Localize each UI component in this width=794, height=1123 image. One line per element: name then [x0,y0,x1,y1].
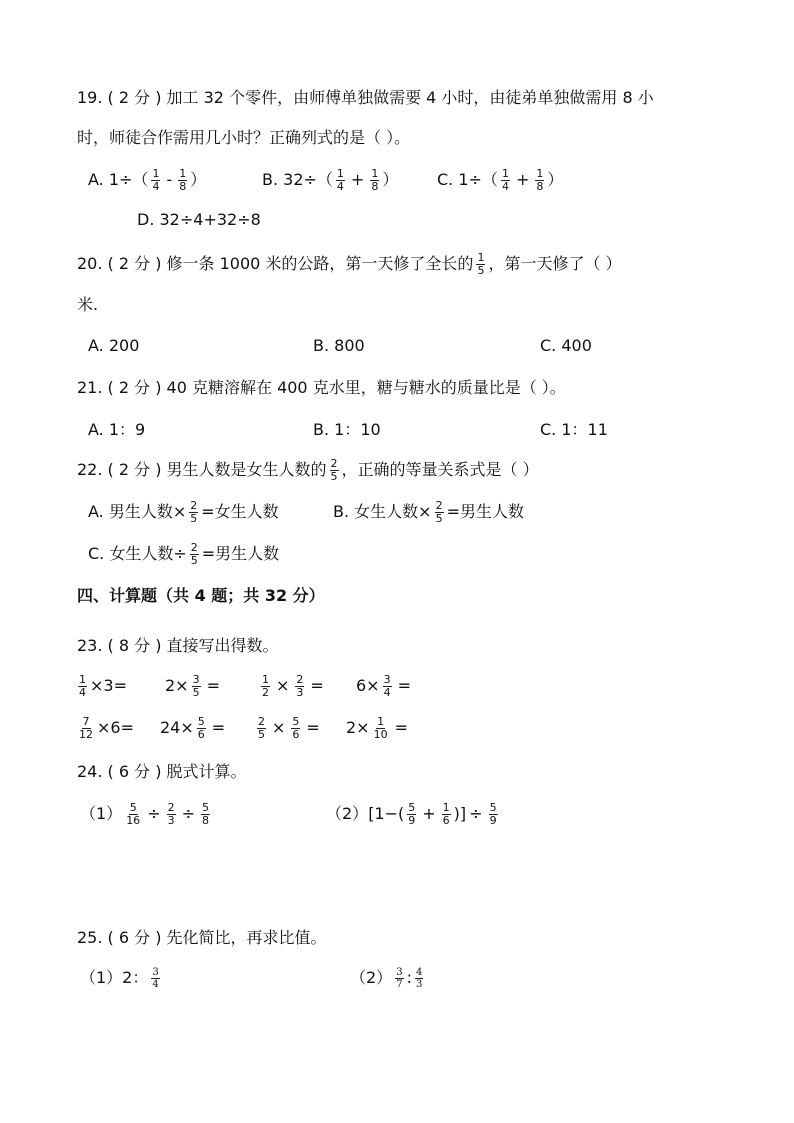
fraction: $\frac{4}{3}$ [415,967,423,990]
q22-stem: 22. ( 2 分 ) 男生人数是女生人数的 $\frac{2}{5}$ ，正确的等量关系式是（ ） [77,457,539,483]
q23-row2-expr2: 24× $\frac{5}{6}$ = [160,715,226,741]
fraction: $\frac{1}{10}$ [373,715,388,741]
q22-option-c[interactable]: C. 女生人数÷ $\frac{2}{5}$ =男生人数 [88,541,280,567]
q19-a-prefix: A. 1÷（ [88,170,149,189]
fraction: $\frac{1}{5}$ [477,251,485,277]
fraction: $\frac{2}{3}$ [296,673,304,699]
q19-c-prefix: C. 1÷（ [437,170,498,189]
fraction: $\frac{2}{5}$ [258,715,265,741]
fraction: $\frac{1}{8}$ [536,167,544,193]
fraction: $\frac{2}{5}$ [190,499,198,525]
q19-stem-line2: 时，师徒合作需用几小时？正确列式的是（ ）。 [77,128,411,147]
q23-row2-expr1: $\frac{7}{12}$ ×6= [79,715,134,741]
q23-stem: 23. ( 8 分 ) 直接写出得数。 [77,636,279,655]
fraction: $\frac{5}{9}$ [489,801,497,827]
fraction: $\frac{3}{5}$ [192,673,200,699]
q25-part2: （2） $\frac{3}{7}$ : $\frac{4}{3}$ [350,967,423,990]
q22-option-b[interactable]: B. 女生人数× $\frac{2}{5}$ =男生人数 [333,499,524,525]
fraction: $\frac{3}{4}$ [152,967,159,990]
fraction: $\frac{5}{6}$ [197,715,205,741]
fraction: $\frac{5}{8}$ [202,801,209,827]
fraction: $\frac{1}{4}$ [152,167,160,193]
q24-part2: （2）[1−( $\frac{5}{9}$ + $\frac{1}{6}$ )] ÷ $\frac{5}{9}$ [326,801,497,827]
fraction: $\frac{1}{4}$ [79,673,86,699]
q22-option-a[interactable]: A. 男生人数× $\frac{2}{5}$ =女生人数 [88,499,279,525]
q24-part1: （1） $\frac{5}{16}$ ÷ $\frac{2}{3}$ ÷ $\frac{5}{8}$ [80,801,209,827]
q25-stem: 25. ( 6 分 ) 先化简比，再求比值。 [77,928,327,947]
fraction: $\frac{5}{9}$ [408,801,416,827]
fraction: $\frac{2}{5}$ [435,499,443,525]
fraction: $\frac{1}{4}$ [501,167,509,193]
fraction: $\frac{3}{7}$ [396,967,403,990]
fraction: $\frac{5}{16}$ [126,801,141,827]
fraction: $\frac{2}{5}$ [330,457,338,483]
fraction: $\frac{2}{3}$ [167,801,175,827]
fraction: $\frac{1}{2}$ [262,673,269,699]
q23-row1-expr1: $\frac{1}{4}$ ×3= [79,673,127,699]
q20-stem-line1: 20. ( 2 分 ) 修一条 1000 米的公路，第一天修了全长的 $\frac{1}{5}$ ，第一天修了（ ） [77,251,622,277]
q19-option-b[interactable]: B. 32÷（ $\frac{1}{4}$ + $\frac{1}{8}$ ） [262,167,399,193]
q19-option-a[interactable]: A. 1÷（ $\frac{1}{4}$ - $\frac{1}{8}$ ） [88,167,207,193]
q19-stem-line1: 19. ( 2 分 ) 加工 32 个零件，由师傅单独做需要 4 小时，由徒弟单独做需用 8 小 [77,88,654,107]
q24-stem: 24. ( 6 分 ) 脱式计算。 [77,762,247,781]
q21-option-c[interactable]: C. 1：11 [540,420,608,439]
q19-option-d[interactable]: D. 32÷4+32÷8 [137,210,261,229]
q21-option-a[interactable]: A. 1：9 [88,420,146,439]
fraction: $\frac{1}{6}$ [442,801,450,827]
fraction: $\frac{1}{8}$ [179,167,187,193]
q23-row1-expr4: 6× $\frac{3}{4}$ = [356,673,411,699]
q21-option-b[interactable]: B. 1：10 [313,420,381,439]
q20-option-c[interactable]: C. 400 [540,336,592,355]
fraction: $\frac{2}{5}$ [190,541,198,567]
q23-row1-expr3: $\frac{1}{2}$ × $\frac{2}{3}$ = [262,673,324,699]
q23-row1-expr2: 2× $\frac{3}{5}$ = [165,673,220,699]
fraction: $\frac{3}{4}$ [383,673,391,699]
q23-row2-expr4: 2× $\frac{1}{10}$ = [346,715,408,741]
q20-option-b[interactable]: B. 800 [313,336,365,355]
q23-row2-expr3: $\frac{2}{5}$ × $\frac{5}{6}$ = [258,715,320,741]
q21-stem: 21. ( 2 分 ) 40 克糖溶解在 400 克水里，糖与糖水的质量比是（ ）。 [77,378,566,397]
section-heading: 四、计算题（共 4 题；共 32 分） [77,586,325,605]
q20-stem-line2: 米. [77,295,99,314]
q19-option-c[interactable]: C. 1÷（ $\frac{1}{4}$ + $\frac{1}{8}$ ） [437,167,564,193]
fraction: $\frac{1}{4}$ [336,167,344,193]
q25-part1: （1）2： $\frac{3}{4}$ [80,967,159,990]
fraction: $\frac{1}{8}$ [371,167,379,193]
q20-option-a[interactable]: A. 200 [88,336,140,355]
fraction: $\frac{5}{6}$ [292,715,300,741]
fraction: $\frac{7}{12}$ [79,715,93,741]
q19-b-prefix: B. 32÷（ [262,170,333,189]
